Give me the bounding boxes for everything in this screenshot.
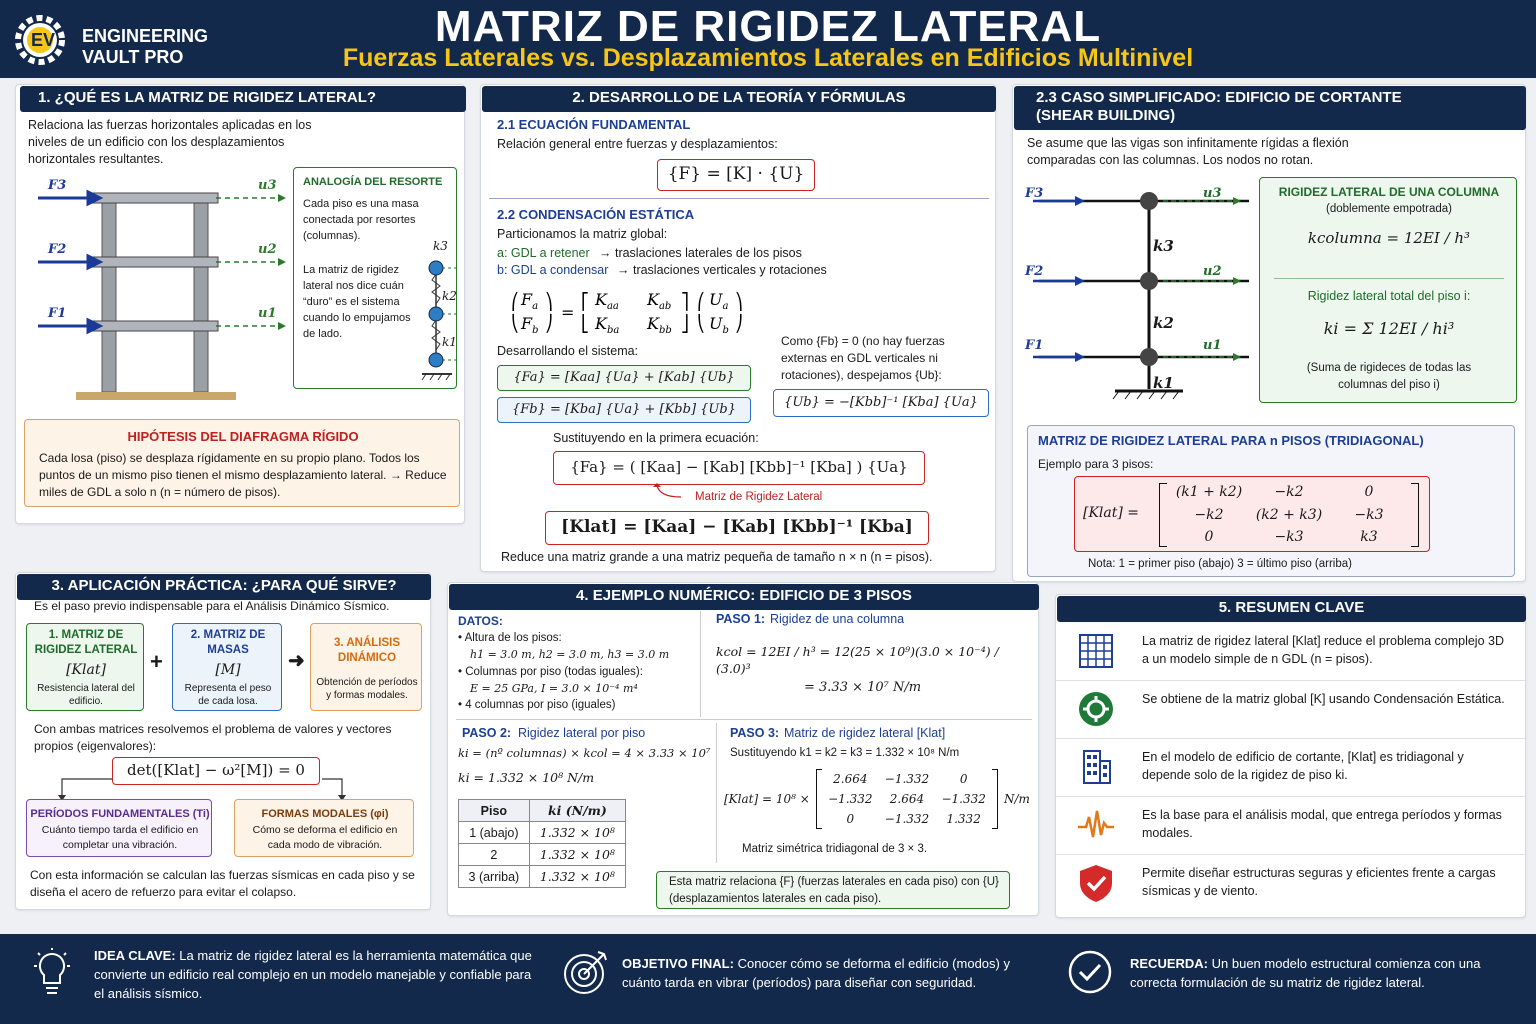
force-label-f2: F2 bbox=[48, 242, 67, 257]
section-4-card bbox=[447, 582, 1039, 916]
target-icon bbox=[562, 948, 610, 996]
svg-text:⎞: ⎞ bbox=[545, 292, 553, 311]
svg-text:Kab: $K_{ab}$ bbox=[647, 290, 672, 312]
matrix-cell: −k3 bbox=[1274, 529, 1304, 546]
section-2-card bbox=[480, 84, 996, 572]
section-4-header: 4. EJEMPLO NUMÉRICO: EDIFICIO DE 3 PISOS bbox=[449, 584, 1039, 610]
lightbulb-icon bbox=[32, 948, 72, 1004]
spring-p1: Cada piso es una masa conectada por resortes (columnas). bbox=[303, 198, 419, 242]
s2-sub1-text: Relación general entre fuerzas y desplazamientos: bbox=[497, 137, 778, 151]
summary-text: Se obtiene de la matriz global [K] usando Condensación Estática. bbox=[1142, 692, 1505, 706]
p1-eq1: kcol = 12EI / h³ = 12(25 × 10⁹)(3.0 × 10⁻⁴) / (3.0)³ bbox=[716, 644, 999, 676]
b1-sym: [Klat] bbox=[66, 662, 106, 678]
summary-item bbox=[1056, 739, 1527, 797]
s2-part: Particionamos la matriz global: bbox=[497, 227, 668, 241]
b2-sym: [M] bbox=[215, 662, 241, 678]
s4-d2: • Columnas por piso (todas iguales): bbox=[458, 666, 643, 678]
spring-label-k1: k1 bbox=[442, 335, 457, 349]
s2-a-desc: → traslaciones laterales de los pisos bbox=[599, 246, 802, 260]
disp-label-u2: u2 bbox=[258, 242, 277, 257]
eq-final-klat: [Klat] = [Kaa] − [Kab] [Kbb]⁻¹ [Kba] bbox=[545, 511, 929, 545]
s2-b-label: b: GDL a condensar bbox=[497, 263, 609, 277]
obj-text: Conocer cómo se deforma el edificio (modos) y cuánto tarda en vibrar (períodos) para diseñar con seguridad. bbox=[622, 956, 1010, 990]
disp-label-u3: u3 bbox=[258, 178, 277, 193]
svg-text:⎝: ⎝ bbox=[511, 314, 519, 333]
s2-sub1: 2.1 ECUACIÓN FUNDAMENTAL bbox=[497, 117, 691, 132]
svg-text:⎠: ⎠ bbox=[545, 314, 553, 333]
matrix-cell: −1.332 bbox=[828, 792, 873, 806]
s4-d1: • Altura de los pisos: bbox=[458, 632, 562, 644]
svg-text:Kaa: $K_{aa}$ bbox=[595, 290, 619, 312]
matrix-cell: 2.664 bbox=[889, 792, 925, 806]
svg-text:Kba: $K_{ba}$ bbox=[595, 314, 620, 336]
s3-intro: Es el paso previo indispensable para el Análisis Dinámico Sísmico. bbox=[34, 599, 390, 613]
s23-force-f3: F3 bbox=[1025, 186, 1044, 201]
col-sub: (doblemente empotrada) bbox=[1326, 203, 1452, 215]
spring-p2: La matriz de rigidez lateral nos dice cuán “duro” es el sistema cuando lo empujamos de lado. bbox=[303, 264, 411, 340]
s23-disp-u2: u2 bbox=[1203, 264, 1222, 279]
partitioned-matrix bbox=[503, 285, 763, 341]
box-klat bbox=[26, 623, 144, 711]
tri-bracket-right bbox=[1411, 483, 1419, 547]
section-1-card bbox=[15, 84, 465, 524]
svg-text:EV: EV bbox=[31, 30, 56, 50]
p3-desc: Matriz de rigidez lateral [Klat] bbox=[784, 726, 946, 740]
box-dynamic bbox=[310, 623, 422, 711]
summary-text: Permite diseñar estructuras seguras y eficientes frente a cargas sísmicas y de viento. bbox=[1142, 866, 1496, 898]
p3-title: PASO 3: bbox=[730, 726, 780, 740]
column-stiffness-box bbox=[1259, 177, 1517, 403]
summary-text: La matriz de rigidez lateral [Klat] reduce el problema complejo 3D a un modelo simple de n GDL (n = pisos). bbox=[1142, 634, 1504, 666]
arrow-sign: ➜ bbox=[288, 650, 305, 672]
s23-disp-u3: u3 bbox=[1203, 186, 1222, 201]
box-mass bbox=[172, 623, 282, 711]
s23-spring-k1: k1 bbox=[1153, 374, 1174, 392]
section-23-card bbox=[1012, 84, 1526, 582]
s1-intro: Relaciona las fuerzas horizontales aplicadas en los niveles de un edificio con los desplazamientos horizontales resultantes. bbox=[28, 118, 312, 166]
matrix-cell: 1.332 bbox=[946, 812, 981, 826]
tridiagonal-box bbox=[1027, 425, 1515, 577]
idea-block bbox=[94, 946, 544, 1003]
svg-text:=: = bbox=[561, 303, 575, 322]
p1-desc: Rigidez de una columna bbox=[770, 612, 905, 626]
svg-text:⎤: ⎤ bbox=[681, 292, 689, 311]
eq-ub: {Ub} = −[Kbb]⁻¹ [Kba] {Ua} bbox=[773, 389, 989, 417]
s2-a-label: a: GDL a retener bbox=[497, 246, 590, 260]
section-5-card bbox=[1055, 594, 1526, 918]
matrix-cell: k3 bbox=[1360, 529, 1378, 546]
f-title: FORMAS MODALES (φi) bbox=[261, 808, 389, 820]
section-23-header: 2.3 CASO SIMPLIFICADO: EDIFICIO DE CORTANTE (SHEAR BUILDING) bbox=[1014, 86, 1526, 130]
p2-eq1: ki = (nº columnas) × kcol = 4 × 3.33 × 10⁷ bbox=[458, 746, 711, 760]
tot-note: (Suma de rigideces de todas las columnas del piso i) bbox=[1306, 362, 1472, 391]
matrix-cell: −k2 bbox=[1274, 484, 1304, 500]
s3-eig: Con ambas matrices resolvemos el problema de valores y vectores propios (eigenvalores): bbox=[34, 722, 392, 753]
p3-sust: Sustituyendo k1 = k2 = k3 = 1.332 × 10⁸ N/m bbox=[730, 747, 960, 759]
p-desc: Cuánto tiempo tarda el edificio en completar una vibración. bbox=[41, 824, 199, 851]
p1-eq2: = 3.33 × 10⁷ N/m bbox=[804, 680, 922, 695]
s4-d3: • 4 columnas por piso (iguales) bbox=[458, 699, 616, 711]
p3-note: Matriz simétrica tridiagonal de 3 × 3. bbox=[742, 843, 928, 855]
matrix-cell: 0 bbox=[1364, 484, 1374, 500]
spring-analogy-box bbox=[293, 167, 457, 389]
b3-desc: Obtención de períodos y formas modales. bbox=[316, 677, 418, 701]
idea-label: IDEA CLAVE: bbox=[94, 948, 176, 963]
tri-sub: Ejemplo para 3 pisos: bbox=[1038, 457, 1154, 471]
svg-text:Ua: $U_a$ bbox=[709, 290, 729, 312]
svg-text:⎣: ⎣ bbox=[581, 314, 589, 333]
summary-item bbox=[1056, 855, 1527, 913]
svg-text:⎛: ⎛ bbox=[697, 292, 705, 311]
seismic-wave-icon bbox=[1076, 805, 1116, 845]
eq-substitution: {Fa} = ( [Kaa] − [Kab] [Kbb]⁻¹ [Kba] ) {Ua} bbox=[553, 451, 925, 485]
tri-lhs: [Klat] = bbox=[1083, 505, 1140, 521]
svg-text:Fb: $F_b$ bbox=[521, 314, 539, 336]
svg-text:Fa: $F_a$ bbox=[521, 290, 539, 312]
s23-intro: Se asume que las vigas son infinitamente rígidas a flexión comparadas con las columnas. Los nodos no rotan. bbox=[1027, 136, 1349, 167]
gear-icon bbox=[1076, 689, 1116, 729]
obj-label: OBJETIVO FINAL: bbox=[622, 956, 734, 971]
s23-force-f1: F1 bbox=[1025, 338, 1044, 353]
s4-hdivider bbox=[456, 719, 1032, 720]
tri-title: MATRIZ DE RIGIDEZ LATERAL PARA n PISOS (TRIDIAGONAL) bbox=[1038, 433, 1424, 448]
summary-list bbox=[1056, 623, 1527, 913]
summary-item bbox=[1056, 797, 1527, 855]
logo-line1: ENGINEERING bbox=[82, 26, 209, 46]
matrix-cell: 0 bbox=[959, 772, 968, 786]
section-3-header: 3. APLICACIÓN PRÁCTICA: ¿PARA QUÉ SIRVE? bbox=[17, 574, 431, 600]
eq-det: det([Klat] − ω²[M]) = 0 bbox=[112, 757, 320, 785]
table-row bbox=[459, 844, 626, 866]
s2-divider bbox=[489, 198, 989, 199]
eq-fb: {Fb} = [Kba] {Ua} + [Kbb] {Ub} bbox=[497, 397, 751, 423]
hyp-title: HIPÓTESIS DEL DIAFRAGMA RÍGIDO bbox=[127, 429, 359, 444]
tot-eq: ki = Σ 12EI / hi³ bbox=[1323, 319, 1455, 338]
b1-desc: Resistencia lateral del edificio. bbox=[37, 683, 135, 707]
p2-eq2: ki = 1.332 × 10⁸ N/m bbox=[458, 770, 595, 785]
building-icon bbox=[1076, 747, 1116, 787]
table-header-piso: Piso bbox=[459, 800, 530, 822]
idea-text: La matriz de rigidez lateral es la herramienta matemática que convierte un edificio real complejo en un modelo manejable y confiable para el análisis sísmico. bbox=[94, 948, 532, 1001]
section-2-header: 2. DESARROLLO DE LA TEORÍA Y FÓRMULAS bbox=[482, 86, 996, 112]
b3-title: 3. ANÁLISIS DINÁMICO bbox=[333, 637, 401, 664]
header-bar bbox=[0, 0, 1536, 78]
rigid-diaphragm-box bbox=[24, 419, 460, 507]
p3-lhs: [Klat] = 10⁸ × bbox=[724, 792, 810, 806]
matrix-cell: −1.332 bbox=[941, 792, 986, 806]
svg-text:⎝: ⎝ bbox=[697, 314, 705, 333]
objective-block bbox=[622, 954, 1042, 992]
tri-note: Nota: 1 = primer piso (abajo) 3 = último piso (arriba) bbox=[1088, 558, 1352, 570]
tri-matrix-box bbox=[1074, 476, 1430, 552]
table-cell: 1.332 × 10⁸ bbox=[529, 822, 625, 844]
matrix-grid-icon bbox=[1076, 631, 1116, 671]
page-title: MATRIZ DE RIGIDEZ LATERAL bbox=[434, 2, 1102, 51]
col-eq: kcolumna = 12EI / h³ bbox=[1307, 229, 1471, 247]
s23-disp-u1: u1 bbox=[1203, 338, 1222, 353]
svg-text:⎦: ⎦ bbox=[681, 314, 689, 333]
force-label-f1: F1 bbox=[48, 306, 67, 321]
page-subtitle: Fuerzas Laterales vs. Desplazamientos Laterales en Edificios Multinivel bbox=[342, 44, 1194, 72]
p3-unit: N/m bbox=[1004, 792, 1030, 806]
svg-text:⎠: ⎠ bbox=[735, 314, 743, 333]
b1-title: 1. MATRIZ DE RIGIDEZ LATERAL bbox=[34, 629, 138, 656]
table-header-ki: ki (N/m) bbox=[529, 800, 625, 822]
matrix-cell: −1.332 bbox=[884, 772, 930, 786]
matrix-cell: −k3 bbox=[1354, 506, 1384, 523]
p2-title: PASO 2: bbox=[462, 726, 512, 740]
s2-dev: Desarrollando el sistema: bbox=[497, 344, 639, 358]
s2-b-desc: → traslaciones verticales y rotaciones bbox=[617, 263, 827, 277]
s4-d2v: E = 25 GPa, I = 3.0 × 10⁻⁴ m⁴ bbox=[470, 682, 638, 695]
periods-box bbox=[26, 799, 212, 857]
tot-title: Rigidez lateral total del piso i: bbox=[1307, 289, 1471, 303]
tri-bracket-left bbox=[1159, 483, 1167, 547]
tri-matrix-grid bbox=[1169, 481, 1409, 549]
hyp-text: Cada losa (piso) se desplaza rígidamente en su propio plano. Todos los puntos de un mismo piso tienen el mismo desplazamiento lateral. → Reduce miles de GDL a solo n (n = número de pisos). bbox=[39, 451, 447, 499]
table-cell: 3 (arriba) bbox=[459, 866, 530, 888]
col-divider bbox=[1274, 278, 1504, 279]
s23-force-f2: F2 bbox=[1025, 264, 1044, 279]
table-cell: 1.332 × 10⁸ bbox=[529, 866, 625, 888]
spring-diagram bbox=[420, 236, 460, 386]
table-cell: 1 (abajo) bbox=[459, 822, 530, 844]
matrix-cell: (k2 + k3) bbox=[1255, 506, 1323, 523]
matrix-cell: 0 bbox=[1204, 529, 1214, 546]
green-note-box bbox=[656, 871, 1010, 909]
s2-como: Como {Fb} = 0 (no hay fuerzas externas en GDL verticales ni rotaciones), despejamos {Ub}: bbox=[781, 334, 945, 382]
matrix-cell: 2.664 bbox=[833, 772, 868, 786]
disp-label-u1: u1 bbox=[258, 306, 277, 321]
arrow-curve bbox=[651, 483, 691, 503]
check-circle-icon bbox=[1068, 948, 1116, 996]
rec-text: Un buen modelo estructural comienza con una correcta formulación de su matriz de rigidez lateral. bbox=[1130, 956, 1481, 990]
matrix-cell: 0 bbox=[846, 812, 855, 826]
s23-spring-k2: k2 bbox=[1153, 314, 1174, 332]
s4-vdivider-bottom bbox=[716, 723, 717, 863]
force-label-f3: F3 bbox=[48, 178, 67, 193]
s4-vdivider-top bbox=[700, 611, 701, 717]
table-cell: 1.332 × 10⁸ bbox=[529, 844, 625, 866]
matrix-cell: −k2 bbox=[1194, 506, 1224, 523]
footer-bar bbox=[0, 934, 1536, 1024]
p1-title: PASO 1: bbox=[716, 612, 766, 626]
f-desc: Cómo se deforma el edificio en cada modo de vibración. bbox=[252, 824, 398, 851]
s4-d1v: h1 = 3.0 m, h2 = 3.0 m, h3 = 3.0 m bbox=[470, 648, 670, 661]
section-1-header: 1. ¿QUÉ ES LA MATRIZ DE RIGIDEZ LATERAL? bbox=[20, 86, 466, 112]
summary-item bbox=[1056, 623, 1527, 681]
p3-bracket-right bbox=[992, 769, 998, 829]
s2-reduce: Reduce una matriz grande a una matriz pequeña de tamaño n × n (n = pisos). bbox=[501, 550, 933, 564]
rec-label: RECUERDA: bbox=[1130, 956, 1208, 971]
svg-text:⎛: ⎛ bbox=[511, 292, 519, 311]
remember-block bbox=[1130, 954, 1520, 992]
col-title: RIGIDEZ LATERAL DE UNA COLUMNA bbox=[1278, 185, 1500, 199]
s4-datos: DATOS: bbox=[458, 614, 503, 628]
s2-sub2: 2.2 CONDENSACIÓN ESTÁTICA bbox=[497, 207, 695, 222]
table-row bbox=[459, 822, 626, 844]
section-3-card bbox=[15, 572, 431, 910]
svg-text:Ub: $U_b$ bbox=[709, 314, 729, 336]
section-5-header: 5. RESUMEN CLAVE bbox=[1057, 596, 1526, 622]
b2-desc: Representa el peso de cada losa. bbox=[184, 683, 272, 707]
spring-label-k2: k2 bbox=[442, 289, 457, 303]
svg-text:⎞: ⎞ bbox=[735, 292, 743, 311]
summary-text: Es la base para el análisis modal, que entrega períodos y formas modales. bbox=[1142, 808, 1502, 840]
spring-title: ANALOGÍA DEL RESORTE bbox=[303, 176, 443, 188]
shield-check-icon bbox=[1076, 863, 1116, 903]
p2-desc: Rigidez lateral por piso bbox=[518, 726, 646, 740]
green-note: Esta matriz relaciona {F} (fuerzas laterales en cada piso) con {U} (desplazamientos laterales en cada piso). bbox=[669, 876, 999, 905]
table-row bbox=[459, 866, 626, 888]
matrix-cell: −1.332 bbox=[884, 812, 930, 826]
arrow-label: Matriz de Rigidez Lateral bbox=[695, 491, 823, 503]
spring-label-k3: k3 bbox=[433, 239, 448, 253]
frame-diagram bbox=[26, 175, 296, 405]
svg-text:Kbb: $K_{bb}$ bbox=[647, 314, 672, 336]
eq-fundamental: {F} = [K] · {U} bbox=[657, 159, 815, 191]
table-cell: 2 bbox=[459, 844, 530, 866]
s3-outro: Con esta información se calculan las fuerzas sísmicas en cada piso y se diseña el acero de refuerzo para evitar el colapso. bbox=[30, 868, 415, 899]
summary-text: En el modelo de edificio de cortante, [Klat] es tridiagonal y depende solo de la rigidez de piso ki. bbox=[1142, 750, 1464, 782]
svg-text:⎡: ⎡ bbox=[581, 292, 589, 311]
summary-item bbox=[1056, 681, 1527, 739]
s23-spring-k3: k3 bbox=[1153, 237, 1174, 255]
p-title: PERÍODOS FUNDAMENTALES (Ti) bbox=[30, 808, 210, 820]
plus-sign: + bbox=[150, 649, 163, 674]
s2-sust: Sustituyendo en la primera ecuación: bbox=[553, 431, 759, 445]
stiffness-table bbox=[458, 799, 626, 888]
modes-box bbox=[234, 799, 414, 857]
logo-line2: VAULT PRO bbox=[82, 47, 184, 67]
matrix-cell: (k1 + k2) bbox=[1175, 484, 1243, 500]
p3-matrix-grid bbox=[822, 769, 992, 829]
eq-fa: {Fa} = [Kaa] {Ua} + [Kab] {Ub} bbox=[497, 365, 751, 391]
b2-title: 2. MATRIZ DE MASAS bbox=[190, 629, 266, 656]
